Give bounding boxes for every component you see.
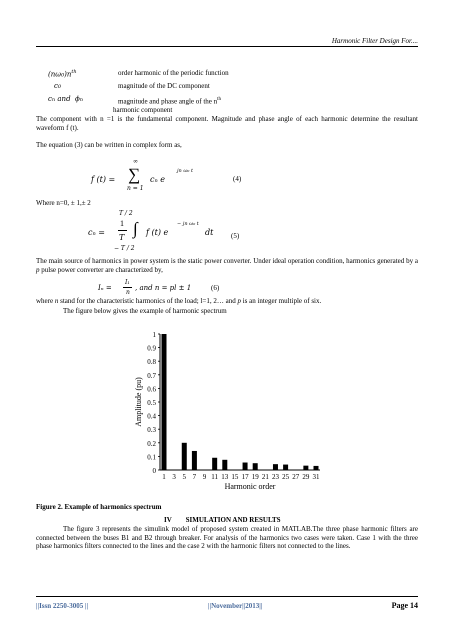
bar-harmonic-29	[303, 466, 308, 470]
paragraph-complex-form: The equation (3) can be written in complex form as,	[36, 141, 182, 149]
x-tick-label: 19	[251, 473, 259, 481]
eq4-sum-sign: ∑	[128, 165, 141, 184]
eq6-frac-den: n	[126, 289, 130, 296]
eq5-frac-bar	[118, 230, 127, 231]
def-symbol-1: $(n\omega 0)n^{th}$	[48, 69, 77, 79]
x-tick-label: 29	[302, 473, 310, 481]
harmonic-spectrum-chart	[130, 326, 330, 501]
y-tick-label: 0.8	[147, 358, 156, 367]
section-heading: IV SIMULATION AND RESULTS	[164, 516, 281, 524]
eq6-mid: , and n = pl ± 1	[135, 284, 192, 292]
eq5-int-top: T / 2	[119, 210, 133, 217]
eq6-frac-bar	[123, 287, 132, 288]
x-tick-label: 11	[211, 473, 219, 481]
y-tick-label: 0.4	[147, 412, 156, 421]
y-tick-label: 0.1	[147, 453, 156, 462]
eq5-exponent: − jn ω₀ t	[177, 221, 199, 227]
paragraph-figure-intro: The figure below gives the example of harmonic spectrum	[63, 307, 227, 315]
x-tick-label: 5	[182, 473, 187, 481]
footer-issn: ||Issn 2250-3005 ||	[36, 602, 89, 610]
x-tick-label: 15	[231, 473, 239, 481]
x-tick-label: 23	[271, 473, 279, 481]
x-tick-label: 1	[162, 473, 166, 481]
bar-harmonic-31	[314, 466, 319, 470]
bar-harmonic-7	[192, 451, 197, 470]
paragraph-characteristic-harmonics: where n stand for the characteristic harmonics of the load; l=1, 2… and p is an integer multiple of six.	[36, 297, 322, 305]
bar-harmonic-19	[253, 463, 258, 470]
eq5-frac-num: 1	[120, 219, 124, 228]
def-text-3: magnitude and phase angle of the $n^{th}$	[118, 97, 222, 106]
y-tick-label: 0.6	[147, 385, 156, 394]
bar-harmonic-25	[283, 465, 288, 470]
footer-rule	[36, 596, 418, 597]
running-header: Harmonic Filter Design For....	[331, 37, 418, 45]
eq5-frac-den: T	[119, 233, 125, 242]
header-rule	[36, 46, 418, 47]
y-tick-label: 0	[152, 467, 156, 475]
x-tick-label: 27	[292, 473, 300, 481]
figure-caption: Figure 2. Example of harmonics spectrum	[36, 503, 162, 511]
bar-harmonic-1	[162, 334, 167, 470]
footer-date: ||November||2013||	[208, 602, 263, 610]
x-tick-label: 25	[282, 473, 290, 481]
bar-harmonic-5	[182, 443, 187, 470]
x-tick-label: 7	[192, 473, 197, 481]
paragraph-static-converter: The main source of harmonics in power system is the static power converter. Under ideal operation condition, harmonics generated by a p pulse power converter are characterized by,	[36, 257, 418, 274]
eq5-integral-sign: ∫	[133, 219, 138, 238]
eq5-lhs: cₙ =	[88, 228, 105, 237]
bar-harmonic-17	[243, 463, 248, 470]
eq4-sum-top: ∞	[133, 158, 138, 165]
eq6-number: (6)	[211, 284, 220, 292]
y-tick-label: 0.3	[147, 426, 156, 435]
eq4-lhs: f (t) =	[91, 175, 116, 184]
y-axis-label: Amplitude (pu)	[134, 377, 143, 427]
y-tick-label: 0.7	[147, 371, 156, 380]
def-symbol-3: cn and ϕn	[48, 95, 83, 103]
eq5-int-bottom: − T / 2	[114, 245, 135, 252]
bar-harmonic-11	[212, 458, 217, 470]
where-n: Where n=0, ± 1,± 2	[36, 199, 91, 207]
eq4-term: cₙ e	[150, 175, 165, 184]
y-tick-label: 1	[152, 331, 156, 339]
x-axis-label: Harmonic order	[224, 482, 276, 491]
paragraph-simulation: The figure 3 represents the simulink model of proposed system created in MATLAB.The three phase harmonic filters are connected between the buses B1 and B2 through breaker. For analysis of the harmonics two cases were taken. Case 1 with the three phase harmonics filters connected to the lines and the case 2 with the harmonic filters not connected to the lines.	[36, 525, 418, 551]
x-tick-label: 3	[172, 473, 176, 481]
eq4-sum-bottom: n = 1	[127, 185, 144, 192]
def-symbol-2: c0	[54, 82, 62, 90]
x-tick-label: 9	[202, 473, 207, 481]
footer-page: Page 14	[391, 601, 418, 610]
eq4-exponent: jn ω₀ t	[177, 168, 194, 174]
eq6-lhs: Iₙ =	[98, 284, 112, 292]
eq5-dt: dt	[205, 228, 214, 237]
def-text-2: magnitude of the DC component	[118, 82, 210, 90]
x-tick-label: 31	[312, 473, 320, 481]
bar-harmonic-23	[273, 464, 278, 470]
eq6-frac-num: I₁	[125, 279, 130, 286]
def-text-4: harmonic component	[113, 106, 173, 114]
x-tick-label: 13	[221, 473, 229, 481]
y-tick-label: 0.2	[147, 439, 156, 448]
eq5-integrand: f (t) e	[146, 228, 169, 237]
x-tick-label: 21	[261, 473, 269, 481]
eq5-number: (5)	[231, 232, 240, 240]
y-tick-label: 0.5	[147, 399, 156, 407]
x-tick-label: 17	[241, 473, 249, 481]
bar-harmonic-13	[222, 460, 227, 470]
y-tick-label: 0.9	[147, 344, 156, 353]
paragraph-fundamental: The component with n =1 is the fundamental component. Magnitude and phase angle of each harmonic determine the resultant waveform f (t).	[36, 115, 418, 132]
def-text-1: order harmonic of the periodic function	[118, 69, 229, 77]
eq4-number: (4)	[233, 175, 242, 183]
